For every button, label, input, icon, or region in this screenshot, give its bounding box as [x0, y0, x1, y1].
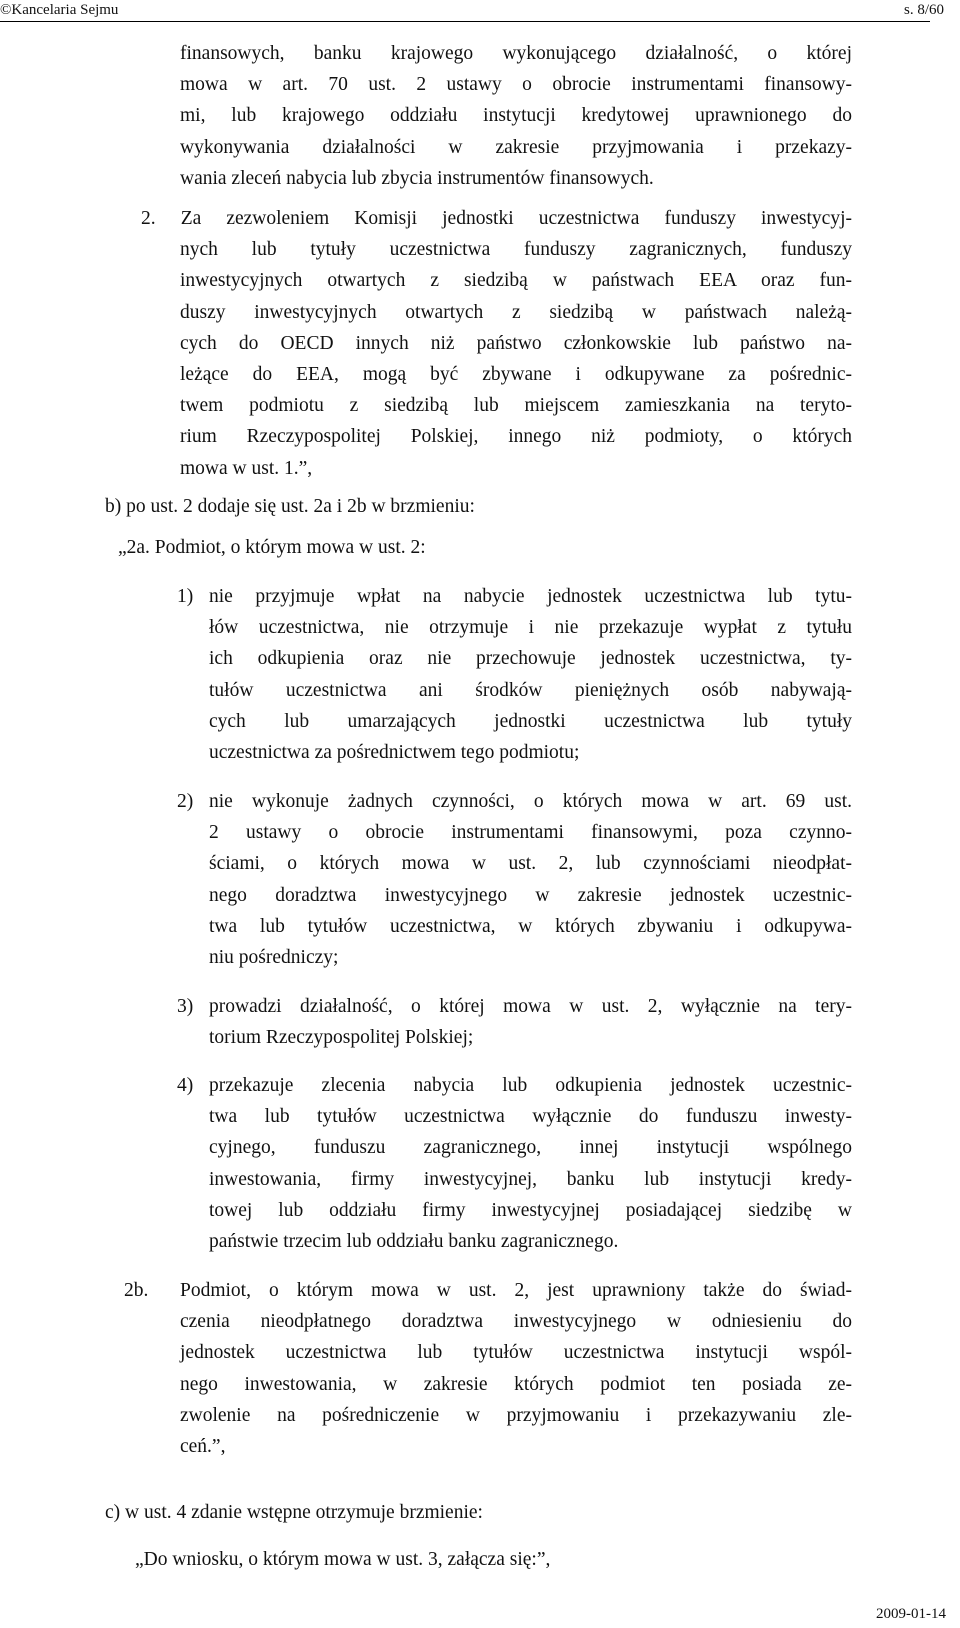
- text-line: łów uczestnictwa, nie otrzymuje i nie przekazuje wypłat z tytułu: [209, 617, 852, 639]
- text-line: nie wykonuje żadnych czynności, o których mowa w art. 69 ust.: [209, 791, 852, 812]
- text-line: nego inwestowania, w zakresie których podmiot ten posiada ze-: [180, 1373, 852, 1395]
- text-line: nych lub tytuły uczestnictwa funduszy zagranicznych, funduszy: [180, 239, 852, 261]
- text-line: inwestowania, firmy inwestycyjnej, banku lub instytucji kredy-: [209, 1168, 852, 1190]
- text-line: leżące do EEA, mogą być zbywane i odkupywane za pośrednic-: [180, 364, 852, 386]
- paragraph-2a-heading: „2a. Podmiot, o którym mowa w ust. 2:: [118, 537, 426, 558]
- paragraph-label: 2b.: [124, 1280, 149, 1301]
- text-line: finansowych, banku krajowego wykonującego działalność, o której: [180, 43, 852, 64]
- point-3: [177, 991, 852, 1053]
- text-line: mowa w art. 70 ust. 2 ustawy o obrocie instrumentami finansowy-: [180, 74, 852, 96]
- text-line: mi, lub krajowego oddziału instytucji kredytowej uprawnionego do: [180, 105, 852, 127]
- text-line: przekazuje zlecenia nabycia lub odkupienia jednostek uczestnic-: [209, 1075, 852, 1096]
- header-divider: [0, 21, 930, 22]
- text-line: 2 ustawy o obrocie instrumentami finansowymi, poza czynno-: [209, 822, 852, 844]
- point-label: 3): [177, 996, 194, 1017]
- text-line: jednostek uczestnictwa lub tytułów uczestnictwa instytucji wspól-: [180, 1342, 852, 1364]
- text-line: ich odkupienia oraz nie przechowuje jednostek uczestnictwa, ty-: [209, 648, 852, 670]
- text-line: twa lub tytułów uczestnictwa, w których zbywaniu i odkupywa-: [209, 915, 852, 937]
- text-line: mowa w ust. 1.”,: [180, 457, 313, 479]
- page-number: s. 8/60: [903, 2, 944, 18]
- point-2: [177, 786, 852, 973]
- intro-paragraph: [180, 38, 852, 194]
- text-line: czenia nieodpłatnego doradztwa inwestycyjnego w odniesieniu do: [180, 1311, 852, 1333]
- text-line: Podmiot, o którym mowa w ust. 2, jest uprawniony także do świad-: [180, 1280, 852, 1301]
- text-line: nie przyjmuje wpłat na nabycie jednostek uczestnictwa lub tytu-: [209, 586, 852, 607]
- text-line: nego doradztwa inwestycyjnego w zakresie jednostek uczestnic-: [209, 884, 852, 906]
- text-line: wania zleceń nabycia lub zbycia instrumentów finansowych.: [180, 167, 654, 189]
- point-1: [177, 581, 852, 768]
- point-label: 1): [177, 586, 194, 607]
- point-label: 4): [177, 1075, 194, 1096]
- text-line: inwestycyjnych otwartych z siedzibą w państwach EEA oraz fun-: [180, 270, 852, 292]
- text-line: torium Rzeczypospolitej Polskiej;: [209, 1027, 474, 1049]
- text-line: uczestnictwa za pośrednictwem tego podmiotu;: [209, 742, 580, 764]
- item-b: b) po ust. 2 dodaje się ust. 2a i 2b w brzmieniu:: [105, 496, 475, 517]
- point-label: 2): [177, 791, 194, 812]
- text-line: ściami, o których mowa w ust. 2, lub czynnościami nieodpłat-: [209, 853, 852, 875]
- text-line: zwolenie na pośredniczenie w przyjmowaniu i przekazywaniu zle-: [180, 1404, 852, 1426]
- text-line: cych do OECD innych niż państwo członkowskie lub państwo na-: [180, 332, 852, 354]
- text-line: cyjnego, funduszu zagranicznego, innej instytucji wspólnego: [209, 1137, 852, 1159]
- text-line: rium Rzeczypospolitej Polskiej, innego niż podmioty, o których: [180, 426, 852, 448]
- text-line: wykonywania działalności w zakresie przyjmowania i przekazy-: [180, 136, 852, 158]
- point-4: [177, 1070, 852, 1257]
- item-c: c) w ust. 4 zdanie wstępne otrzymuje brzmienie:: [105, 1502, 483, 1523]
- text-line: ceń.”,: [180, 1436, 226, 1458]
- quoted-introduction: „Do wniosku, o którym mowa w ust. 3, załącza się:”,: [135, 1549, 551, 1570]
- text-line: państwie trzecim lub oddziału banku zagranicznego.: [209, 1231, 619, 1253]
- text-line: towej lub oddziału firmy inwestycyjnej posiadającej siedzibę w: [209, 1199, 852, 1221]
- text-line: niu pośredniczy;: [209, 947, 339, 969]
- paragraph-2b: [124, 1275, 852, 1462]
- copyright-header: ©Kancelaria Sejmu: [0, 2, 119, 18]
- text-line: twa lub tytułów uczestnictwa wyłącznie do funduszu inwesty-: [209, 1106, 852, 1128]
- text-line: tułów uczestnictwa ani środków pieniężnych osób nabywają-: [209, 679, 852, 701]
- text-line: twem podmiotu z siedzibą lub miejscem zamieszkania na teryto-: [180, 395, 852, 417]
- document-date: 2009-01-14: [876, 1606, 946, 1622]
- text-line: cych lub umarzających jednostki uczestnictwa lub tytuły: [209, 710, 852, 732]
- text-line: prowadzi działalność, o której mowa w ust. 2, wyłącznie na tery-: [209, 996, 852, 1017]
- text-line: duszy inwestycyjnych otwartych z siedzibą w państwach należą-: [180, 301, 852, 323]
- text-line: 2. Za zezwoleniem Komisji jednostki uczestnictwa funduszy inwestycyj-: [141, 208, 852, 229]
- paragraph-2: [141, 203, 852, 484]
